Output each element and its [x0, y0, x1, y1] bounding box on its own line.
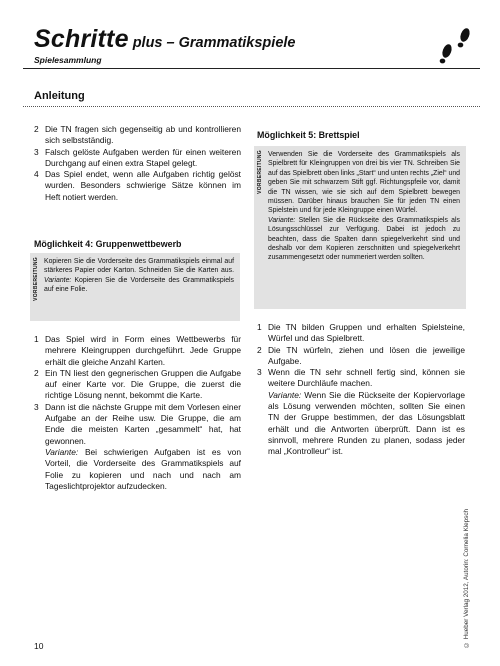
- preparation-box-4: [30, 253, 240, 321]
- step-text: Wenn die TN sehr schnell fertig sind, können sie weitere Durchläufe machen. Variante: Wenn Sie die Rückseite der Kopiervorlage als Lösung verwenden möchten, sollten Sie einen TN der Gruppe bestimmen, der das Lösungsblatt erhält und die Antworten überprüft. Dann ist es sinnvoll, mehrere Runden zu planen, sodass jeder mal „Kontrolleur“ ist.: [268, 367, 465, 457]
- step-number: 3: [34, 146, 39, 157]
- brand-main: Schritte: [34, 25, 129, 53]
- preparation-text: Kopieren Sie die Vorderseite des Grammatikspiels einmal auf stärkeres Papier oder Karton. Schneiden Sie die Karten aus. Variante: Kopieren Sie die Vorderseite des Grammatikspiels auf eine Folie.: [44, 258, 234, 294]
- step-item: [34, 147, 241, 170]
- preparation-box-5: [254, 146, 466, 309]
- brand-tagline: Spielesammlung: [34, 55, 102, 65]
- variant-text: Wenn Sie die Rückseite der Kopiervorlage als Lösung verwenden möchten, sollten Sie einen TN der Gruppe bestimmen, der das Lösungsblatt erhält und die Antworten überprüft. Dann ist es sinnvoll, mehrere Runden zu planen, sodass jeder mal „Kontrolleur“ ist.: [268, 389, 465, 457]
- step-item: [34, 402, 241, 492]
- step-text: Die TN fragen sich gegenseitig ab und kontrollieren sich selbstständig.: [45, 124, 241, 146]
- step-number: 2: [257, 344, 262, 355]
- step-item: [257, 367, 465, 457]
- step-number: 1: [34, 334, 39, 344]
- variant-label: Variante:: [268, 389, 302, 400]
- heading-moeglichkeit-4: Möglichkeit 4: Gruppenwettbewerb: [34, 239, 182, 249]
- step-number: 4: [34, 169, 39, 180]
- step-text: Das Spiel wird in Form eines Wettbewerbs für mehrere Kleingruppen durchgeführt. Jede Gruppe erhält die gleiche Anzahl Karten.: [45, 334, 241, 367]
- step-text: Das Spiel endet, wenn alle Aufgaben richtig gelöst wurden. Besonders schwierige Sätze können im Heft notiert werden.: [45, 169, 241, 202]
- board-steps-list: [257, 322, 465, 458]
- brand-title: [34, 25, 295, 54]
- page-header: [23, 22, 480, 69]
- footprints-icon: [434, 24, 478, 64]
- step-number: 2: [34, 367, 39, 378]
- copyright-notice: © Hueber Verlag 2012, Autorin: Cornelia Klepsch: [463, 509, 470, 648]
- brand-subtitle: plus – Grammatikspiele: [132, 35, 296, 51]
- variant-label: Variante:: [45, 446, 79, 457]
- variant-text: Kopieren Sie die Vorderseite des Grammatikspiels auf eine Folie.: [44, 276, 234, 294]
- step-number: 3: [34, 401, 39, 412]
- page-number: 10: [34, 641, 44, 651]
- step-number: 3: [257, 367, 262, 378]
- group-steps-list: [34, 334, 241, 492]
- step-number: 2: [34, 124, 39, 134]
- step-item: [34, 124, 241, 147]
- step-text: Ein TN liest den gegnerischen Gruppen die Aufgabe auf einer Karte vor. Die Gruppe, die zuerst die richtige Lösung nennt, bekommt die Karte.: [45, 367, 241, 401]
- step-text: Dann ist die nächste Gruppe mit dem Vorlesen einer Aufgabe an der Reihe usw. Die Gruppe, die am Ende die meisten Karten „gesammelt“ hat, hat gewonnen. Variante: Bei schwierigen Aufgaben ist es von Vorteil, die Vorderseite des Grammatikspiels auf Folie zu kopieren und nach und nach am Tageslichtprojektor aufzudecken.: [45, 401, 241, 491]
- step-text: Die TN würfeln, ziehen und lösen die jeweilige Aufgabe.: [268, 344, 465, 366]
- variant-label: Variante:: [44, 276, 72, 284]
- step-text: Falsch gelöste Aufgaben werden für einen weiteren Durchgang auf einen extra Stapel gelegt.: [45, 146, 241, 168]
- intro-steps-list: [34, 124, 241, 203]
- step-item: [257, 322, 465, 345]
- section-title: Anleitung: [34, 90, 85, 102]
- variant-label: Variante:: [268, 216, 296, 224]
- preparation-text: Verwenden Sie die Vorderseite des Grammatikspiels als Spielbrett für Kleingruppen von drei bis vier TN. Schreiben Sie auf das Spielbrett oben links „Start“ und unten rechts „Ziel“ und geben Sie mit schwarzem Stift ggf. Richtungspfeile vor, damit die TN wissen, wie sie sich auf dem Spielbrett bewegen müssen. Darüber hinaus brauchen Sie für jeden TN einen Spielstein und für jede Kleingruppe einen Würfel. Variante: Stellen Sie die Rückseite des Grammatikspiels als Lösungsschlüssel zur Verfügung. Dabei ist jedoch zu beachten, dass die Spalten dann spiegelverkehrt sind und deshalb vor dem Kopieren zerschnitten und spiegelverkehrt zusammengesetzt oder nummeriert werden sollten.: [268, 151, 460, 262]
- heading-moeglichkeit-5: Möglichkeit 5: Brettspiel: [257, 130, 360, 140]
- step-item: [34, 334, 241, 368]
- step-item: [34, 368, 241, 402]
- preparation-label: VORBEREITUNG: [257, 150, 263, 194]
- variant-text: Bei schwierigen Aufgaben ist es von Vorteil, die Vorderseite des Grammatikspiels auf Folie zu kopieren und nach und nach am Tageslichtprojektor aufzudecken.: [45, 446, 241, 491]
- step-text: Die TN bilden Gruppen und erhalten Spielsteine, Würfel und das Spielbrett.: [268, 322, 465, 344]
- step-number: 1: [257, 322, 262, 332]
- section-divider: [23, 106, 480, 107]
- preparation-label: VORBEREITUNG: [33, 257, 39, 301]
- step-item: [34, 169, 241, 203]
- variant-text: Stellen Sie die Rückseite des Grammatikspiels als Lösungsschlüssel zur Verfügung. Dabei ist jedoch zu beachten, dass die Spalten dann spiegelverkehrt sind und deshalb vor dem Kopieren zerschnitten und spiegelverkehrt zusammengesetzt oder nummeriert werden sollten.: [268, 216, 460, 262]
- step-item: [257, 345, 465, 368]
